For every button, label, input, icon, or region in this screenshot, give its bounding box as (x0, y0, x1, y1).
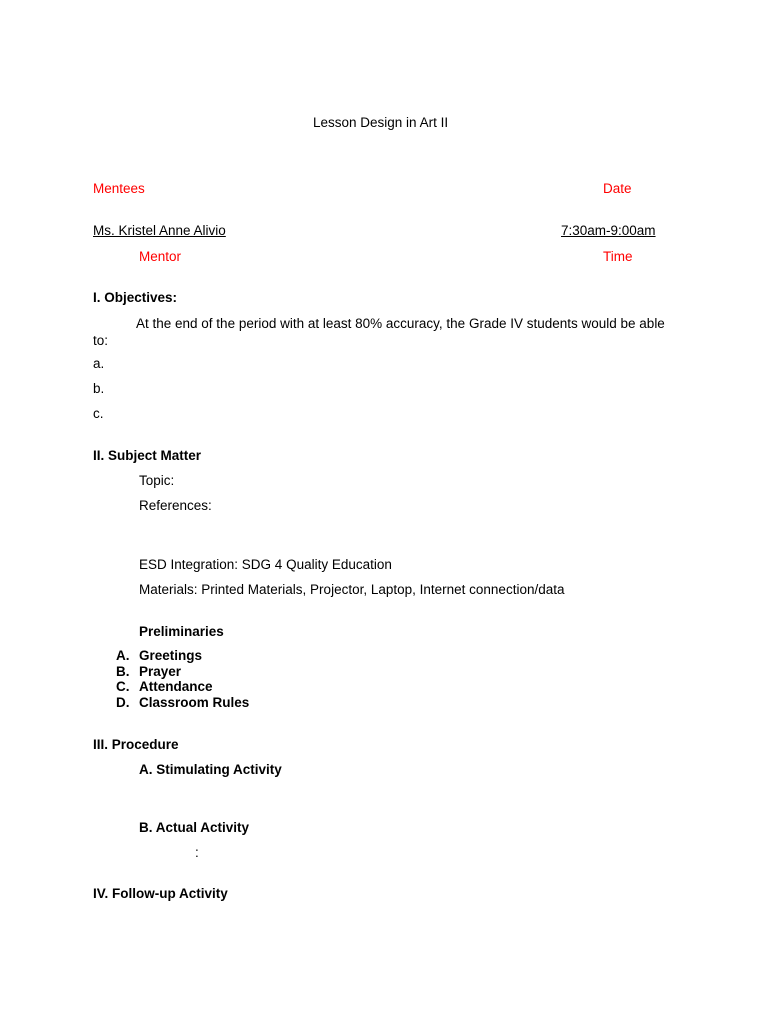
procedure-heading: III. Procedure (93, 737, 179, 752)
mentor-label: Mentor (139, 249, 182, 264)
references-label: References: (139, 498, 212, 513)
actual-activity: B. Actual Activity (139, 820, 250, 835)
list-item: C. Attendance (116, 679, 213, 694)
date-label: Date (603, 181, 632, 196)
esd-integration: ESD Integration: SDG 4 Quality Education (139, 557, 392, 572)
mentees-label: Mentees (93, 181, 145, 196)
objective-item-b: b. (93, 381, 105, 396)
preliminaries-list (116, 648, 249, 710)
objective-item-a: a. (93, 356, 105, 371)
objectives-heading: I. Objectives: (93, 290, 178, 305)
topic-label: Topic: (139, 473, 175, 488)
list-item: A. Greetings (116, 648, 203, 663)
objective-item-c: c. (93, 406, 104, 421)
subject-matter-heading: II. Subject Matter (93, 448, 202, 463)
stimulating-activity: A. Stimulating Activity (139, 762, 282, 777)
document-title: Lesson Design in Art II (313, 115, 449, 130)
activity-colon: : (195, 845, 199, 860)
objectives-intro: At the end of the period with at least 80% accuracy, the Grade IV students would be able to: (93, 316, 665, 348)
list-item: B. Prayer (116, 663, 182, 679)
list-item: D. Classroom Rules (116, 694, 250, 710)
preliminaries-heading: Preliminaries (139, 624, 224, 639)
followup-heading: IV. Follow-up Activity (93, 886, 228, 901)
time-label: Time (603, 249, 633, 264)
materials: Materials: Printed Materials, Projector, Laptop, Internet connection/data (139, 582, 565, 597)
time-value: 7:30am-9:00am (561, 223, 656, 238)
mentee-name: Ms. Kristel Anne Alivio (93, 223, 226, 238)
